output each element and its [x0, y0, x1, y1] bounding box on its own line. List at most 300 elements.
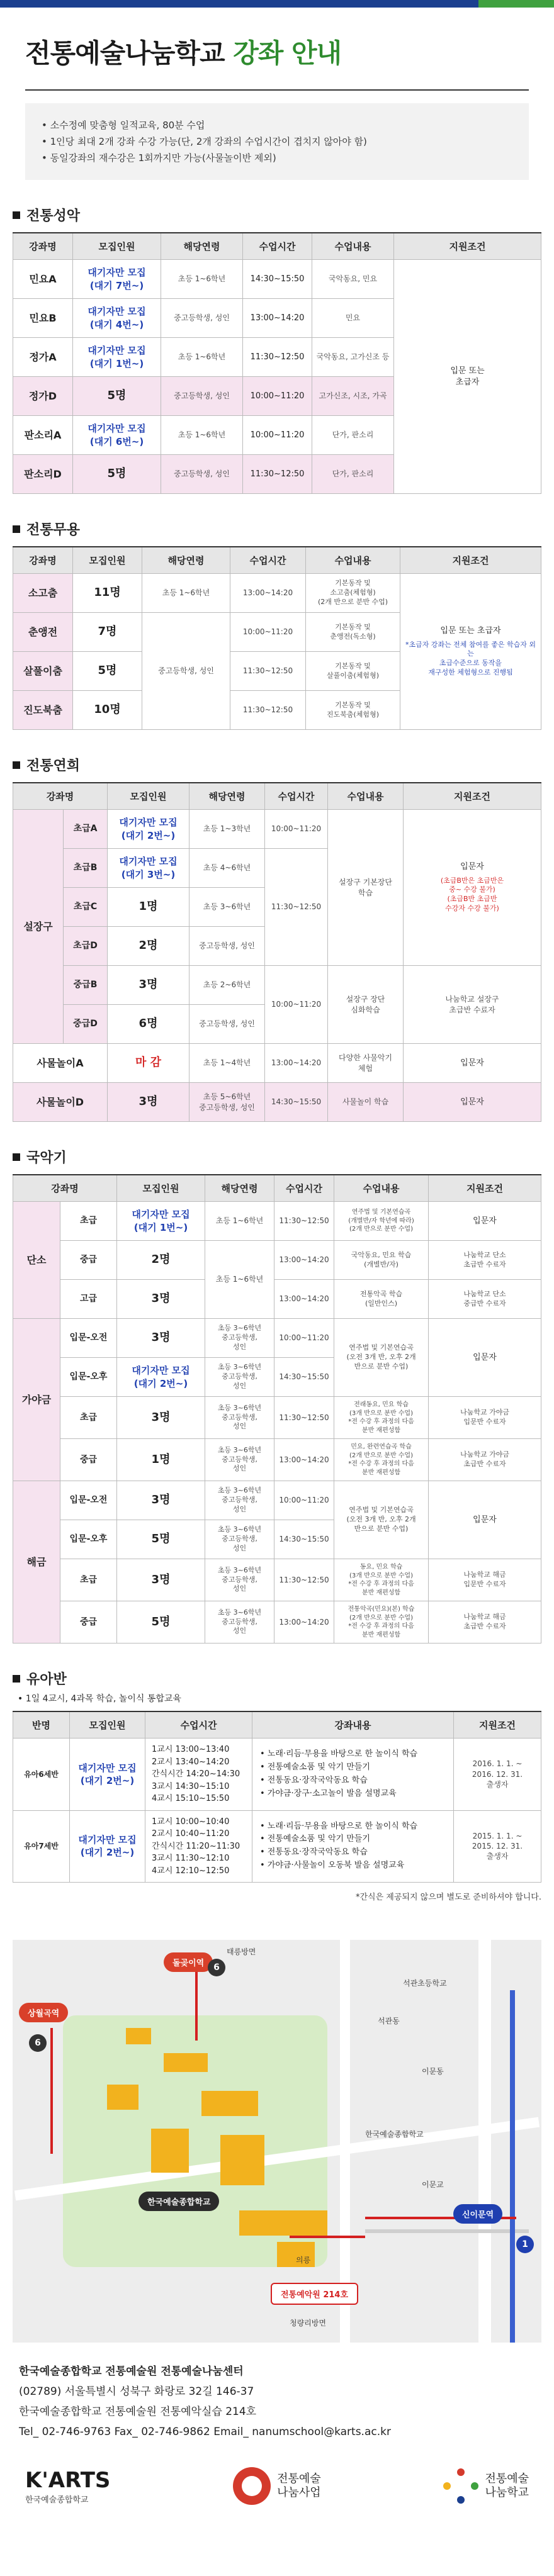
course-count: 대기자만 모집 (대기 4번~): [73, 299, 161, 338]
course-level: 입문-오후: [60, 1358, 117, 1397]
course-name: 정가A: [13, 338, 73, 377]
map-building: [164, 2053, 208, 2072]
course-name: 소고춤: [13, 574, 73, 613]
course-time: 11:30~12:50: [265, 849, 328, 966]
table-header-row: [13, 783, 541, 810]
table-row: [13, 1202, 541, 1241]
section-title-text: 전통무용: [26, 522, 81, 538]
course-count: 5명: [73, 377, 161, 416]
table-header-row: [13, 1711, 541, 1739]
course-count: 3명: [117, 1481, 205, 1520]
square-icon: [13, 1153, 20, 1161]
column-header: 지원조건: [404, 783, 541, 810]
course-condition: 나눔학교 설장구 초급반 수료자: [404, 966, 541, 1044]
location-map: [13, 1940, 541, 2343]
table-header-row: [13, 1175, 541, 1202]
course-condition: 입문자: [429, 1319, 541, 1397]
column-header: 모집인원: [108, 783, 189, 810]
course-count: 대기자만 모집 (대기 3번~): [108, 849, 189, 888]
column-header: 지원조건: [429, 1175, 541, 1202]
map-label: 이문교: [422, 2180, 444, 2189]
class-name: 유아7세반: [13, 1810, 70, 1883]
table-row: [13, 1241, 541, 1280]
column-header: 수업시간: [265, 783, 328, 810]
course-age: 초등 3~6학년 중고등학생, 성인: [205, 1397, 274, 1439]
dots-logo-icon: [443, 2468, 478, 2504]
title-highlight: 강좌 안내: [233, 38, 342, 69]
logo-dot: [457, 2496, 465, 2504]
section-seongak: [13, 205, 541, 494]
table-row: [13, 966, 541, 1005]
course-age: 초등 1~6학년: [161, 338, 243, 377]
course-content: 단가, 판소리: [312, 455, 394, 494]
course-age: 초등 3~6학년 중고등학생, 성인: [205, 1439, 274, 1481]
course-count: 5명: [73, 652, 142, 691]
table-row: [13, 1601, 541, 1644]
karts-logo: [25, 2468, 110, 2505]
nanum-school-logo: [443, 2468, 529, 2504]
course-level: 초급C: [64, 888, 108, 927]
route-line: [195, 1965, 198, 2041]
course-age: 초등 1~6학년: [161, 416, 243, 455]
table-row: [13, 810, 541, 849]
section-youa: [13, 1669, 541, 1902]
column-header: 모집인원: [70, 1711, 145, 1739]
class-count: 대기자만 모집 (대기 2번~): [70, 1739, 145, 1811]
school-tag: 한국예술종합학교: [138, 2192, 219, 2211]
karts-logo-text: K'ARTS: [25, 2467, 111, 2493]
course-condition: 나눔학교 해금 입문반 수료자: [429, 1559, 541, 1601]
address-line: 한국예술종합학교 전통예술원 전통예악실습 214호: [19, 2405, 257, 2418]
course-age: 중고등학생, 성인: [161, 455, 243, 494]
section-title: [13, 1669, 541, 1688]
map-building: [107, 2085, 138, 2110]
course-content: 전통악곡 학습 (일반인스): [334, 1280, 429, 1319]
course-content: 전래동요, 민요 학습 (3개 반으로 분반 수업) *전 수강 후 과정의 다음 분반 재편성함: [334, 1397, 429, 1439]
nanum-project-logo: [233, 2467, 321, 2505]
course-content: 기본동작 및 살풀이춤(체험형): [306, 652, 400, 691]
course-count: 3명: [117, 1319, 205, 1358]
table-row: [13, 1319, 541, 1358]
course-time: 11:30~12:50: [274, 1202, 334, 1241]
column-header: 강좌명: [13, 547, 73, 574]
course-content: 동요, 민요 학습 (3개 반으로 분반 수업) *전 수강 후 과정의 다음 분반 재편성함: [334, 1559, 429, 1601]
class-condition: 2016. 1. 1. ~ 2016. 12. 31. 출생자: [454, 1739, 541, 1811]
map-label: 의릉: [296, 2256, 311, 2265]
column-header: 강좌내용: [252, 1711, 454, 1739]
station-tag: 신이문역: [453, 2204, 502, 2224]
map-building: [220, 2135, 264, 2185]
group-name: 해금: [13, 1481, 60, 1644]
table-row: [13, 1280, 541, 1319]
course-time: 13:00~14:20: [274, 1601, 334, 1644]
course-age: 초등 5~6학년 중고등학생, 성인: [189, 1083, 265, 1122]
title-main: 전통예술나눔학교: [25, 38, 225, 69]
course-name: 정가D: [13, 377, 73, 416]
column-header: 강좌명: [13, 233, 73, 260]
karts-logo-sub: 한국예술종합학교: [25, 2495, 89, 2505]
logo-dot: [471, 2482, 478, 2490]
section-gugak: [13, 1147, 541, 1644]
column-header: 해당연령: [189, 783, 265, 810]
class-count: 대기자만 모집 (대기 2번~): [70, 1810, 145, 1883]
course-name: 판소리D: [13, 455, 73, 494]
course-condition: 나눔학교 가야금 초급반 수료자: [429, 1439, 541, 1481]
course-name: 민요B: [13, 299, 73, 338]
table-row: [13, 1739, 541, 1811]
logo-text: 전통예술 나눔학교: [485, 2472, 529, 2499]
course-age: 초등 2~6학년: [189, 966, 265, 1005]
course-count: 1명: [108, 888, 189, 927]
course-content: 민요: [312, 299, 394, 338]
course-count: 7명: [73, 613, 142, 652]
course-time: 13:00~14:20: [274, 1241, 334, 1280]
course-level: 초급: [60, 1397, 117, 1439]
table-row: [13, 1044, 541, 1083]
table-row: [13, 1439, 541, 1481]
square-icon: [13, 1675, 20, 1683]
course-age: 초등 3~6학년 중고등학생, 성인: [205, 1601, 274, 1644]
column-header: 지원조건: [400, 547, 541, 574]
column-header: 모집인원: [73, 547, 142, 574]
section-title-text: 전통성악: [26, 208, 81, 224]
table-header-row: [13, 547, 541, 574]
column-header: 해당연령: [142, 547, 230, 574]
column-header: 반명: [13, 1711, 70, 1739]
course-level: 입문-오전: [60, 1481, 117, 1520]
course-age: 초등 1~6학년: [161, 260, 243, 299]
course-content: 고가신조, 시조, 가곡: [312, 377, 394, 416]
section-subtitle: • 1일 4교시, 4과목 학습, 놀이식 통합교육: [18, 1694, 181, 1704]
course-time: 11:30~12:50: [243, 338, 312, 377]
section-title: [13, 205, 541, 225]
course-age: 초등 1~6학년: [142, 574, 230, 613]
course-age: 초등 4~6학년: [189, 849, 265, 888]
notice-item: • 동일강좌의 재수강은 1회까지만 가능(사물놀이반 제외): [42, 150, 512, 166]
map-road: [340, 1940, 350, 2343]
column-header: 강좌명: [13, 783, 108, 810]
course-time: 13:00~14:20: [274, 1280, 334, 1319]
course-name: 춘앵전: [13, 613, 73, 652]
course-age: 중고등학생, 성인: [189, 927, 265, 966]
course-content: 다양한 사물악기 체험: [328, 1044, 404, 1083]
gugak-table: [13, 1174, 541, 1644]
course-count: 1명: [117, 1439, 205, 1481]
course-time: 10:00~11:20: [274, 1481, 334, 1520]
table-row: [13, 1481, 541, 1520]
logo-dot: [443, 2482, 451, 2490]
course-condition: 나눔학교 단소 초급반 수료자: [429, 1241, 541, 1280]
course-level: 초급D: [64, 927, 108, 966]
map-label: 청량리방면: [290, 2319, 326, 2327]
top-bar-accent: [478, 0, 554, 8]
muyong-table: [13, 546, 541, 730]
column-header: 지원조건: [454, 1711, 541, 1739]
course-time: 13:00~14:20: [230, 574, 306, 613]
course-count: 대기자만 모집 (대기 6번~): [73, 416, 161, 455]
condition-note: *초급자 강좌는 전체 참여를 좋은 학습자 외는 초급수준으로 동작을 재구성한 체험형으로 진행됨: [405, 640, 536, 677]
course-condition: 나눔학교 가야금 입문반 수료자: [429, 1397, 541, 1439]
map-label: 석관동: [378, 2017, 400, 2025]
course-count: 대기자만 모집 (대기 1번~): [117, 1202, 205, 1241]
subway-line-icon: 6: [208, 1959, 225, 1976]
course-time: 14:30~15:50: [274, 1358, 334, 1397]
map-label: 태릉방면: [227, 1947, 256, 1956]
notice-item: • 1인당 최대 2개 강좌 수강 가능(단, 2개 강좌의 수업시간이 겹치지 않아야 함): [42, 133, 512, 150]
subway-line-icon: 6: [29, 2034, 47, 2052]
group-name: 가야금: [13, 1319, 60, 1481]
class-times: 1교시 10:00~10:40 2교시 10:40~11:20 간식시간 11:20~11:30 3교시 11:30~12:10 4교시 12:10~12:50: [145, 1810, 252, 1883]
condition-text: 입문자: [460, 862, 484, 872]
section-title: [13, 1147, 541, 1167]
course-time: 10:00~11:20: [265, 966, 328, 1044]
table-row: [13, 1083, 541, 1122]
course-age: 초등 1~6학년: [205, 1241, 274, 1319]
course-level: 초급A: [64, 810, 108, 849]
course-level: 중급: [60, 1601, 117, 1644]
class-name: 유아6세반: [13, 1739, 70, 1811]
class-condition: 2015. 1. 1. ~ 2015. 12. 31. 출생자: [454, 1810, 541, 1883]
column-header: 해당연령: [205, 1175, 274, 1202]
railway-line: [510, 1990, 515, 2343]
map-label: 한국예술종합학교: [365, 2130, 424, 2139]
course-count: 2명: [117, 1241, 205, 1280]
notice-box: [25, 103, 529, 180]
course-level: 초급: [60, 1202, 117, 1241]
square-icon: [13, 761, 20, 769]
course-content: 전통악곡(민요)(본) 학습 (2개 반으로 분반 수업) *전 수강 후 과정의 다음 분반 재편성함: [334, 1601, 429, 1644]
table-row: [13, 1559, 541, 1601]
column-header: 수업시간: [145, 1711, 252, 1739]
youa-table: [13, 1711, 541, 1883]
section-yeonhui: [13, 755, 541, 1122]
course-content: 단가, 판소리: [312, 416, 394, 455]
table-header-row: [13, 233, 541, 260]
course-age: 중고등학생, 성인: [161, 299, 243, 338]
course-time: 11:30~12:50: [230, 652, 306, 691]
course-content: 연주법 및 기본연습곡 (개별반/자 학년에 따라) (2개 반으로 분반 수업): [334, 1202, 429, 1241]
course-content: 연주법 및 기본연습곡 (오전 3개 반, 오후 2개 반으로 분반 수업): [334, 1319, 429, 1397]
course-count: 대기자만 모집 (대기 2번~): [117, 1358, 205, 1397]
course-level: 초급B: [64, 849, 108, 888]
class-content: • 노래·리듬·무용을 바탕으로 한 놀이식 학습 • 전통예술소품 및 악기 만들기 • 전통동요·장작국악동요 학습 • 가야금·사물놀이 오동북 발음 설명교육: [252, 1810, 454, 1883]
footer-logos: [25, 2467, 529, 2505]
subway-line-icon: 1: [516, 2236, 534, 2253]
course-name: 진도북춤: [13, 691, 73, 730]
course-age: 초등 1~3학년: [189, 810, 265, 849]
course-level: 입문-오전: [60, 1319, 117, 1358]
course-count: 11명: [73, 574, 142, 613]
column-header: 모집인원: [117, 1175, 205, 1202]
column-header: 수업시간: [230, 547, 306, 574]
table-row: [13, 1397, 541, 1439]
address-line: 한국예술종합학교 전통예술원 전통예술나눔센터: [19, 2365, 244, 2378]
map-building: [151, 2129, 189, 2173]
course-name: 살풀이춤: [13, 652, 73, 691]
logo-dot: [457, 2468, 465, 2476]
course-time: 13:00~14:20: [265, 1044, 328, 1083]
table-row: [13, 574, 541, 613]
course-content: 설장구 기본장단 학습: [328, 810, 404, 966]
column-header: 수업시간: [243, 233, 312, 260]
course-count: 마 감: [108, 1044, 189, 1083]
map-building: [201, 2091, 258, 2116]
column-header: 강좌명: [13, 1175, 117, 1202]
course-time: 13:00~14:20: [274, 1439, 334, 1481]
course-name: 판소리A: [13, 416, 73, 455]
course-time: 13:00~14:20: [243, 299, 312, 338]
course-count: 5명: [117, 1601, 205, 1644]
address-block: [19, 2361, 535, 2442]
course-level: 중급: [60, 1439, 117, 1481]
map-road: [478, 1940, 491, 2343]
course-content: 민요, 완련연습곡 학습 (2개 반으로 분반 수업) *전 수강 후 과정의 다음 분반 재편성함: [334, 1439, 429, 1481]
course-content: 기본동작 및 춘앵전(독소형): [306, 613, 400, 652]
group-name: 설장구: [13, 810, 64, 1044]
contact-line: Tel_ 02-746-9763 Fax_ 02-746-9862 Email_ nanumschool@karts.ac.kr: [19, 2426, 391, 2438]
route-line: [290, 2236, 365, 2238]
course-time: 10:00~11:20: [230, 613, 306, 652]
column-header: 해당연령: [161, 233, 243, 260]
column-header: 수업내용: [334, 1175, 429, 1202]
course-count: 3명: [117, 1397, 205, 1439]
yeonhui-table: [13, 782, 541, 1122]
course-content: 사물놀이 학습: [328, 1083, 404, 1122]
course-name: 민요A: [13, 260, 73, 299]
course-level: 고급: [60, 1280, 117, 1319]
group-name: 단소: [13, 1202, 60, 1319]
course-condition: 입문자: [404, 1083, 541, 1122]
course-condition: 입문 또는 초급자: [394, 260, 541, 494]
column-header: 수업시간: [274, 1175, 334, 1202]
footnote: *간식은 제공되지 않으며 별도로 준비하셔야 합니다.: [355, 1893, 541, 1902]
room-tag: 전통예악원 214호: [271, 2283, 358, 2305]
course-level: 중급: [60, 1241, 117, 1280]
course-content: 국악동요, 민요 학습 (개별반/자): [334, 1241, 429, 1280]
course-count: 6명: [108, 1005, 189, 1044]
course-age: 초등 3~6학년 중고등학생, 성인: [205, 1559, 274, 1601]
course-condition: 입문자: [429, 1481, 541, 1559]
map-building: [126, 2028, 151, 2044]
course-age: 초등 3~6학년 중고등학생, 성인: [205, 1520, 274, 1559]
course-condition: [404, 810, 541, 966]
map-label: 석관초등학교: [403, 1979, 447, 1988]
course-age: 중고등학생, 성인: [142, 613, 230, 730]
station-tag: 상월곡역: [19, 2003, 68, 2022]
course-time: 10:00~11:20: [265, 810, 328, 849]
course-count: 2명: [108, 927, 189, 966]
section-title-text: 전통연희: [26, 758, 81, 774]
title-divider: [25, 89, 529, 91]
section-title-text: 국악기: [26, 1150, 67, 1166]
notice-item: • 소수정예 맞춤형 일적교육, 80분 수업: [42, 117, 512, 133]
section-title: [13, 755, 541, 775]
course-level: 중급D: [64, 1005, 108, 1044]
course-condition: 입문자: [404, 1044, 541, 1083]
station-tag: 돌곶이역: [164, 1952, 213, 1972]
condition-text: 입문 또는 초급자: [440, 626, 501, 636]
course-content: 기본동작 및 소고춤(체험형) (2개 반으로 분반 수업): [306, 574, 400, 613]
course-content: 연주법 및 기본연습곡 (오전 3개 반, 오후 2개 반으로 분반 수업): [334, 1481, 429, 1559]
course-time: 11:30~12:50: [230, 691, 306, 730]
course-count: 3명: [108, 966, 189, 1005]
course-count: 대기자만 모집 (대기 7번~): [73, 260, 161, 299]
course-age: 초등 1~6학년: [205, 1202, 274, 1241]
course-time: 14:30~15:50: [265, 1083, 328, 1122]
course-time: 11:30~12:50: [243, 455, 312, 494]
course-name: 사물놀이A: [13, 1044, 108, 1083]
course-level: 초급: [60, 1559, 117, 1601]
course-age: 초등 3~6학년: [189, 888, 265, 927]
course-count: 3명: [108, 1083, 189, 1122]
top-bar: [0, 0, 554, 8]
course-content: 기본동작 및 진도북춤(체험형): [306, 691, 400, 730]
course-level: 중급B: [64, 966, 108, 1005]
course-level: 입문-오후: [60, 1520, 117, 1559]
course-count: 5명: [117, 1520, 205, 1559]
logo-text: 전통예술 나눔사업: [277, 2472, 321, 2499]
condition-note: (초급B반은 초급반은 중~ 수강 불가) (초급B반 초급반 수강자 수강 불가): [440, 876, 504, 913]
column-header: 수업내용: [328, 783, 404, 810]
column-header: 수업내용: [312, 233, 394, 260]
course-age: 초등 3~6학년 중고등학생, 성인: [205, 1358, 274, 1397]
course-count: 5명: [73, 455, 161, 494]
course-time: 10:00~11:20: [243, 377, 312, 416]
course-time: 14:30~15:50: [243, 260, 312, 299]
course-content: 설장구 장단 심화학습: [328, 966, 404, 1044]
column-header: 모집인원: [73, 233, 161, 260]
course-count: 3명: [117, 1280, 205, 1319]
course-count: 대기자만 모집 (대기 1번~): [73, 338, 161, 377]
class-times: 1교시 13:00~13:40 2교시 13:40~14:20 간식시간 14:20~14:30 3교시 14:30~15:10 4교시 15:10~15:50: [145, 1739, 252, 1811]
section-title: [13, 519, 541, 539]
class-content: • 노래·리듬·무용을 바탕으로 한 놀이식 학습 • 전통예술소품 및 악기 만들기 • 전통동요·장작국악동요 학습 • 가야금·장구·소고놀이 발음 설명교육: [252, 1739, 454, 1811]
section-title-text: 유아반: [26, 1672, 67, 1688]
map-building: [239, 2210, 327, 2236]
section-muyong: [13, 519, 541, 730]
course-condition: 나눔학교 단소 중급반 수료자: [429, 1280, 541, 1319]
course-age: 초등 3~6학년 중고등학생, 성인: [205, 1319, 274, 1358]
course-time: 14:30~15:50: [274, 1520, 334, 1559]
map-street: [365, 2229, 529, 2233]
map-label: 이문동: [422, 2067, 444, 2076]
course-age: 중고등학생, 성인: [161, 377, 243, 416]
course-condition: 입문자: [429, 1202, 541, 1241]
course-time: 10:00~11:20: [274, 1319, 334, 1358]
course-content: 국악동요, 고가신조 등: [312, 338, 394, 377]
square-icon: [13, 525, 20, 533]
square-icon: [13, 211, 20, 219]
course-count: 3명: [117, 1559, 205, 1601]
table-row: [13, 1810, 541, 1883]
page-title: [25, 33, 554, 70]
column-header: 수업내용: [306, 547, 400, 574]
seongak-table: [13, 232, 541, 494]
address-line: (02789) 서울특별시 성북구 화랑로 32길 146-37: [19, 2385, 254, 2398]
column-header: 지원조건: [394, 233, 541, 260]
course-count: 대기자만 모집 (대기 2번~): [108, 810, 189, 849]
course-name: 사물놀이D: [13, 1083, 108, 1122]
course-age: 중고등학생, 성인: [189, 1005, 265, 1044]
table-row: [13, 260, 541, 299]
course-age: 초등 3~6학년 중고등학생, 성인: [205, 1481, 274, 1520]
course-condition: 나눔학교 해금 초급반 수료자: [429, 1601, 541, 1644]
circle-logo-icon: [233, 2467, 271, 2505]
course-count: 10명: [73, 691, 142, 730]
route-line: [50, 2028, 53, 2154]
course-time: 10:00~11:20: [243, 416, 312, 455]
course-condition: [400, 574, 541, 730]
